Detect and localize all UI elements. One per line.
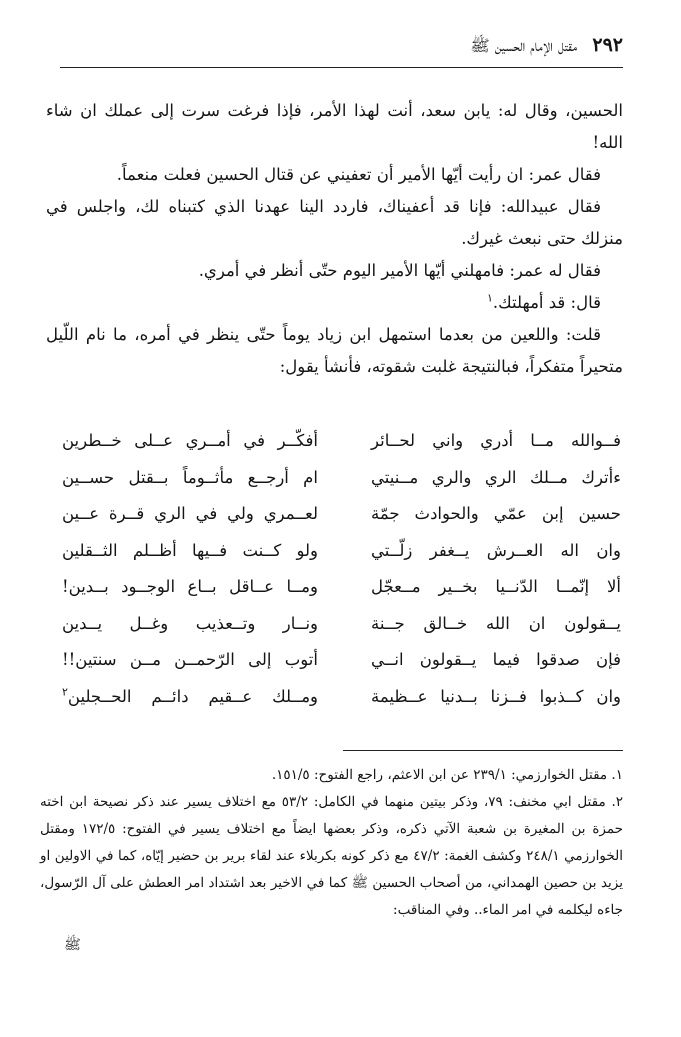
verse-1 (62, 431, 621, 468)
poem (62, 431, 621, 723)
paragraph-2: فقال عمر: ان رأيت أيّها الأمير أن تعفيني عن قتال الحسين فعلت منعماً. (116, 165, 601, 184)
hemistich-second: ومــا عــاقل بــاع الوجــود بــدين! (62, 577, 318, 596)
verse-7 (62, 650, 621, 687)
hemistich-second-text: ومــلك عــقيم دائــم الحــجلين (67, 686, 318, 706)
footnote-rule (343, 750, 623, 751)
hemistich-first: فــوالله مــا أدري واني لحــائر (371, 431, 621, 450)
hemistich-second: ونــار وتــعذيب وغــل يــدين (62, 613, 318, 633)
hemistich-first: وان كــذبوا فــزنا بــدنيا عــظيمة (371, 686, 621, 706)
paragraph-6: قلت: واللعين من بعدما استمهل ابن زياد يوماً حتّى ينظر في أمره، ما نام اللّيل متحيراً متفكراً، فبالنتيجة غلبت شقوته، فأنشأ يقول: (46, 325, 623, 376)
verse-3 (62, 504, 621, 541)
footnote-1: ١. مقتل الخوارزمي: ٢٣٩/١ عن ابن الاعثم، راجع الفتوح: ١٥١/٥. (271, 767, 623, 783)
paragraph-5 (46, 287, 623, 319)
footnote-mark-1: ١ (486, 291, 493, 305)
paragraph-1: الحسين، وقال له: يابن سعد، أنت لهذا الأمر، فإذا فرغت سرت إلى عملك ان شاء الله! (46, 101, 623, 152)
hemistich-second: أتوب إلى الرّحمــن مــن سنتين!! (62, 650, 318, 669)
verse-8 (62, 687, 621, 724)
hemistich-first: حسين إبن عمّي والحوادث جمّة (371, 504, 621, 523)
verse-5 (62, 577, 621, 614)
paragraph-5-text: قال: قد أمهلتك. (492, 293, 601, 312)
verse-2 (62, 468, 621, 505)
verse-6 (62, 614, 621, 651)
hemistich-first: ءأترك مــلك الري والري مــنيتي (371, 467, 621, 487)
footnotes (40, 762, 623, 924)
hemistich-second: ولو كــنت فــيها أظــلم الثــقلين (62, 540, 318, 560)
hemistich-second: أفكّــر في أمــري عــلى خــطرين (62, 431, 318, 450)
verse-4 (62, 541, 621, 578)
hemistich-first: فإن صدقوا فيما يــقولون انــي (371, 650, 621, 669)
main-text (46, 95, 623, 383)
footnote-signature: ﷺ (64, 937, 81, 953)
paragraph-4: فقال له عمر: فامهلني أيّها الأمير اليوم حتّى أنظر في أمري. (198, 261, 601, 280)
header-rule (60, 67, 623, 68)
hemistich-first: وان اله العــرش يــغفر زلّــتي (371, 540, 621, 560)
footnote-mark-2: ٢ (62, 685, 68, 698)
page-header (60, 34, 623, 64)
page-number: ٢٩٢ (592, 34, 623, 56)
hemistich-first: يــقولون ان الله خــالق جــنة (371, 613, 621, 633)
hemistich-second: لعــمري ولي في الري قــرة عــين (62, 504, 318, 523)
running-title: مقتل الإمام الحسين ﷺ (470, 36, 577, 55)
footnote-2: ٢. مقتل ابي مخنف: ٧٩، وذكر بيتين منهما في الكامل: ٥٣/٢ مع اختلاف يسير عند ذكر نصيحة ابن اخته حمزة بن المغيرة بن شعبة الآتي ذكره، وذكر بعضها ايضاً مع اختلاف يسير في الفتوح: ١٧٢/٥ ومقتل الخوارزمي ٢٤٨/١ وكشف الغمة: ٤٧/٢ مع ذكر كونه بكربلاء عند لقاء برير بن حضير إيّاه، كما في الاولين او يزيد بن حصين الهمداني، من أصحاب الحسين ﷺ كما في الاخير بعد اشتداد امر العطش على آل الرّسول، جاءه ليكلمه في امر الماء.. وفي المناقب: (40, 794, 624, 918)
paragraph-3: فقال عبيدالله: فإنا قد أعفيناك، فاردد الينا عهدنا الذي كتبناه لك، واجلس في منزلك حتى نبعث غيرك. (46, 197, 623, 248)
hemistich-second (62, 687, 318, 706)
hemistich-second: ام أرجــع مأثــوماً بــقتل حســين (62, 467, 318, 487)
hemistich-first: ألا إنّمــا الدّنــيا بخــير مــعجّل (371, 577, 621, 596)
